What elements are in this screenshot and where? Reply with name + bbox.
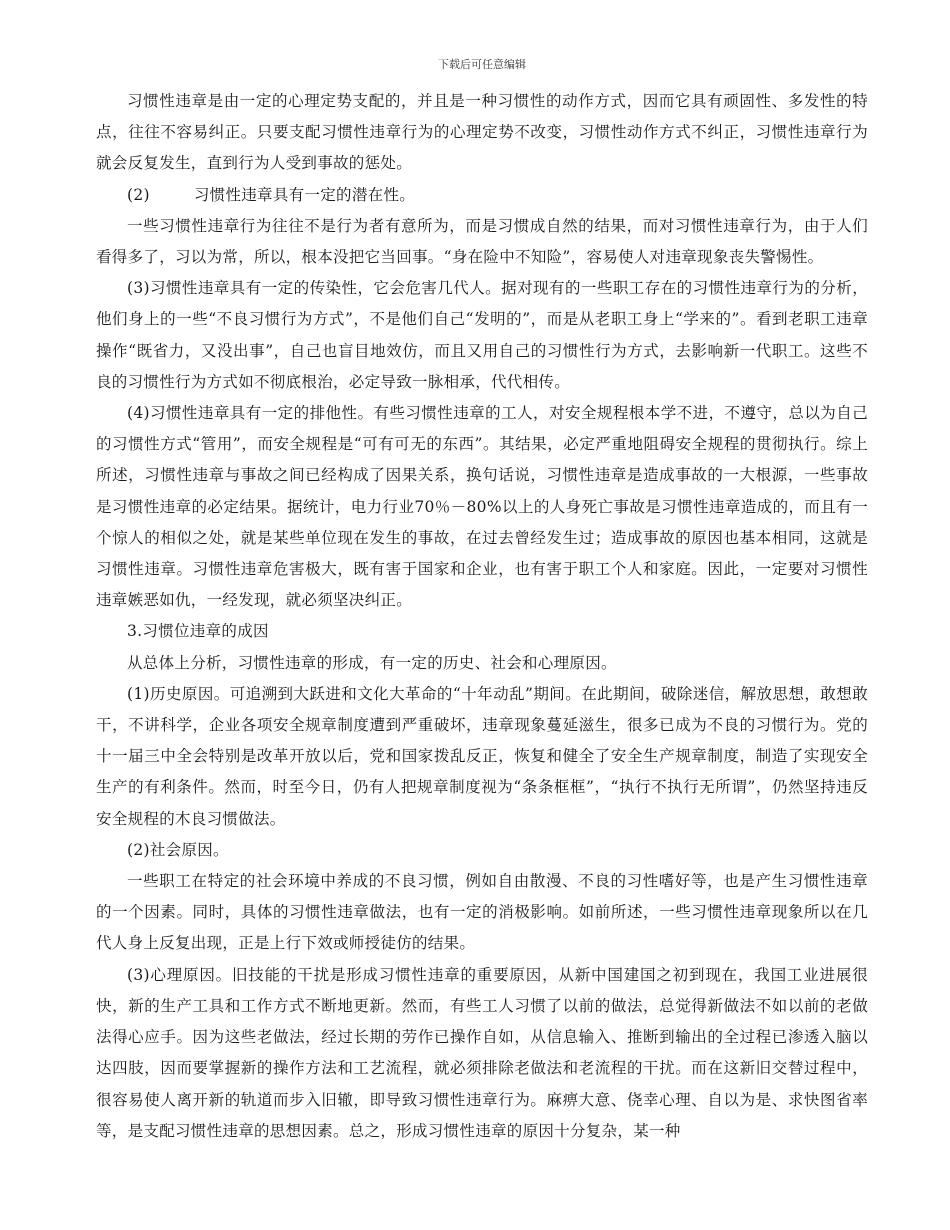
paragraph-7: (1)历史原因。可追溯到大跃进和文化大革命的“十年动乱”期间。在此期间，破除迷信，解放思想，敢想敢干，不讲科学，企业各项安全规章制度遭到严重破坏，违章现象蔓延滋生，很多已成为不良的习惯行为。党的十一届三中全会特别是改革开放以后，党和国家拨乱反正，恢复和健全了安全生产规章制度，制造了实现安全生产的有利条件。然而，时至今日，仍有人把规章制度视为“条条框框”，“执行不执行无所谓”，仍然坚持违反安全规程的木良习惯做法。 [96,684,868,828]
section-heading-3: 3.习惯位违章的成因 [127,622,269,641]
paragraph-9: 一些职工在特定的社会环境中养成的不良习惯，例如自由散漫、不良的习性嗜好等，也是产生习惯性违章的一个因素。同时，具体的习惯性违章做法，也有一定的消极影响。如前所述，一些习惯性违章现象所以在几代人身上反复出现，正是上行下效或师授徒仿的结果。 [96,872,868,953]
paragraph-2-text: 习惯性违章具有一定的潜在性。 [193,185,416,204]
paragraph-4: (3)习惯性违章具有一定的传染性，它会危害几代人。据对现有的一些职工存在的习惯性违章行为的分析，他们身上的一些“不良习惯行为方式”，不是他们自己“发明的”，而是从老职工身上“学来的”。看到老职工违章操作“既省力，又没出事”，自己也盲目地效仿，而且又用自己的习惯性行为方式，去影响新一代职工。这些不良的习惯性行为方式如不彻底根治，必定导致一脉相承，代代相传。 [96,279,868,391]
page-header: 下载后可任意编辑 [438,58,526,71]
document-body [96,86,868,1147]
paragraph-8: (2)社会原因。 [127,840,229,859]
paragraph-1: 习惯性违章是由一定的心理定势支配的，并且是一种习惯性的动作方式，因而它具有顽固性、多发性的特点，往往不容易纠正。只要支配习惯性违章行为的心理定势不改变，习惯性动作方式不纠正，习惯性违章行为就会反复发生，直到行为人受到事故的惩处。 [96,92,868,173]
paragraph-3: 一些习惯性违章行为往往不是行为者有意所为，而是习惯成自然的结果，而对习惯性违章行为，由于人们看得多了，习以为常，所以，根本没把它当回事。“身在险中不知险”，容易使人对违章现象丧失警惕性。 [96,216,868,267]
paragraph-2 [96,180,868,211]
paragraph-5: (4)习惯性违章具有一定的排他性。有些习惯性违章的工人，对安全规程根本学不进，不遵守，总以为自己的习惯性方式“管用”，而安全规程是“可有可无的东西”。其结果，必定严重地阻碍安全规程的贯彻执行。综上所述，习惯性违章与事故之间已经构成了因果关系，换句话说，习惯性违章是造成事故的一大根源，一些事故是习惯性违章的必定结果。据统计，电力行业70％－80%以上的人身死亡事故是习惯性违章造成的，而且有一个惊人的相似之处，就是某些单位现在发生的事故，在过去曾经发生过；造成事故的原因也基本相同，这就是习惯性违章。习惯性违章危害极大，既有害于国家和企业，也有害于职工个人和家庭。因此，一定要对习惯性违章嫉恶如仇，一经发现，就必须坚决纠正。 [96,404,868,610]
paragraph-6: 从总体上分析，习惯性违章的形成，有一定的历史、社会和心理原因。 [127,653,617,672]
paragraph-10: (3)心理原因。旧技能的干扰是形成习惯性违章的重要原因，从新中国建国之初到现在，我国工业进展很快，新的生产工具和工作方式不断地更新。然而，有些工人习惯了以前的做法，总觉得新做法不如以前的老做法得心应手。因为这些老做法，经过长期的劳作已操作自如，从信息输入、推断到输出的全过程已渗透入脑以达四肢，因而要掌握新的操作方法和工艺流程，就必须排除老做法和老流程的干扰。而在这新旧交替过程中，很容易使人离开新的轨道而步入旧辙，即导致习惯性违章行为。麻痹大意、侥幸心理、自以为是、求快图省率等，是支配习惯性违章的思想因素。总之，形成习惯性违章的原因十分复杂，某一种 [96,965,868,1140]
list-marker: (2) [127,185,150,204]
